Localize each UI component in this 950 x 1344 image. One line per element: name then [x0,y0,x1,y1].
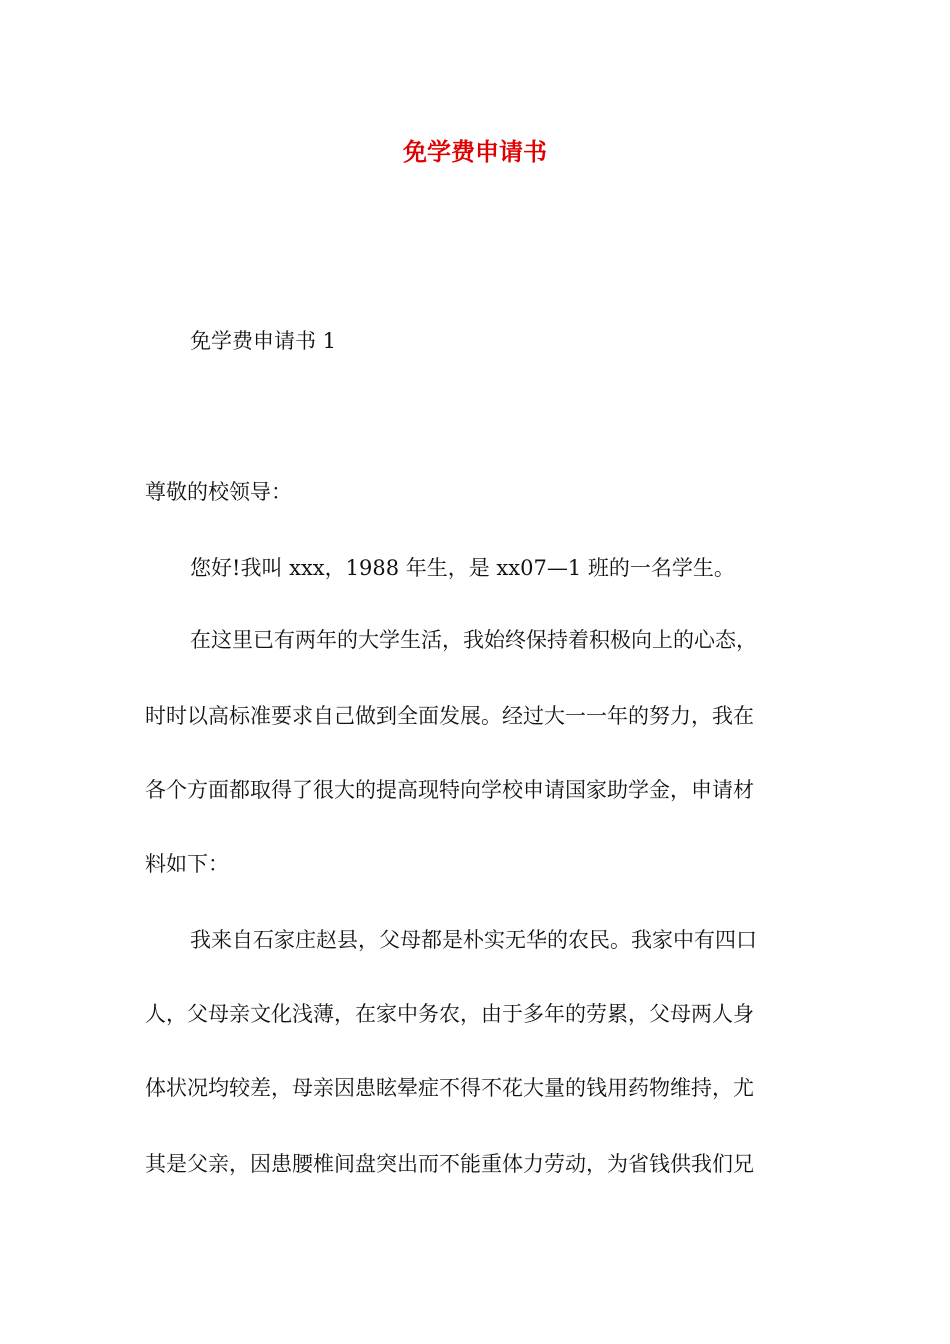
body-line-2: 在这里已有两年的大学生活，我始终保持着积极向上的心态， [190,628,757,652]
body-line-7: 人，父母亲文化浅薄，在家中务农，由于多年的劳累，父母两人身 [145,1002,754,1026]
body-line-4: 各个方面都取得了很大的提高现特向学校申请国家助学金，申请材 [145,778,754,802]
body-line-3: 时时以高标准要求自己做到全面发展。经过大一一年的努力，我在 [145,704,754,728]
body-line-5: 料如下： [145,852,229,876]
section-heading: 免学费申请书 1 [190,329,337,353]
body-line-6: 我来自石家庄赵县，父母都是朴实无华的农民。我家中有四口 [190,928,757,952]
body-line-8: 体状况均较差，母亲因患眩晕症不得不花大量的钱用药物维持，尤 [145,1076,754,1100]
document-title: 免学费申请书 [403,137,547,166]
body-line-1: 您好!我叫 xxx，1988 年生，是 xx07—1 班的一名学生。 [190,556,735,580]
salutation: 尊敬的校领导： [145,480,292,504]
body-line-9: 其是父亲，因患腰椎间盘突出而不能重体力劳动，为省钱供我们兄 [145,1152,754,1176]
